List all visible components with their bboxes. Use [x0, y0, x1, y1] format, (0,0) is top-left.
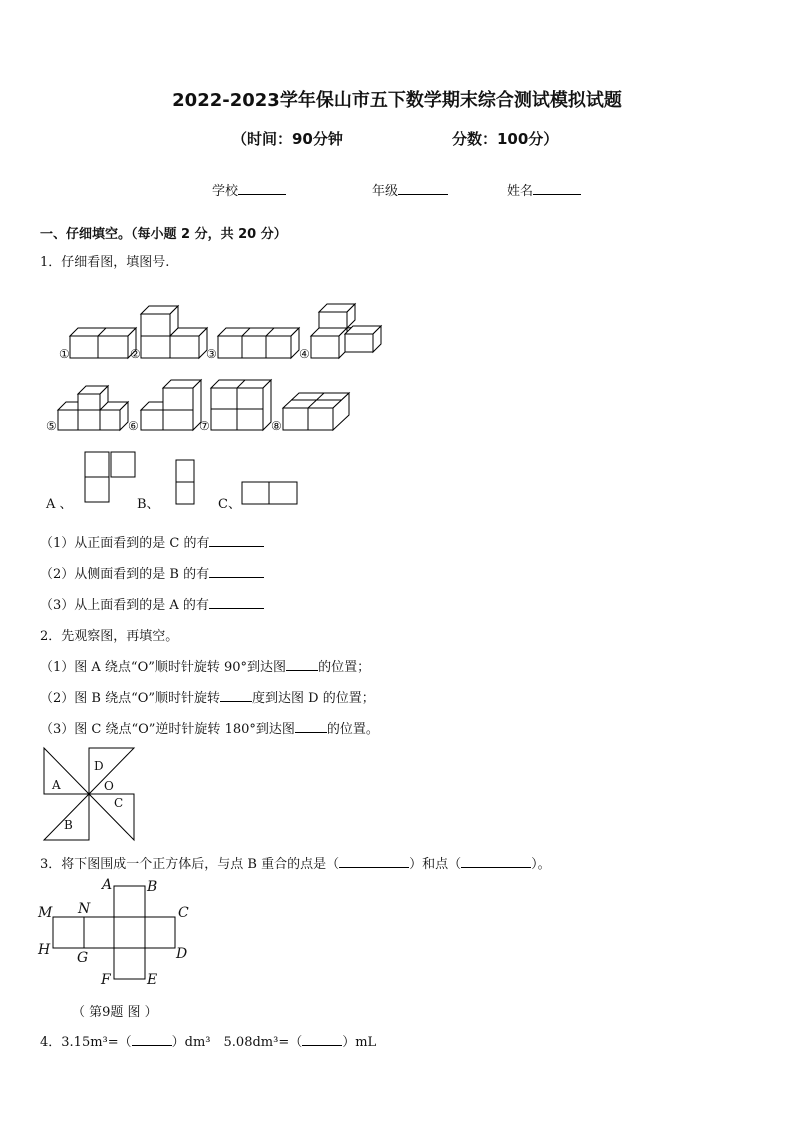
- q2-stem: 2．先观察图，再填空。: [40, 629, 179, 644]
- q2-sub1-text-b: 的位置；: [318, 660, 371, 675]
- q4-blank-1[interactable]: [132, 1045, 172, 1046]
- view-label-b: B、: [137, 497, 160, 512]
- figure-label-8: ⑧: [271, 419, 282, 433]
- net-point-f: F: [101, 972, 111, 988]
- school-label: 学校: [212, 184, 239, 199]
- q4-line: [40, 1031, 376, 1050]
- q3-stem-b: ）和点（: [409, 857, 462, 872]
- figure-label-1: ①: [59, 347, 70, 361]
- rot-label-a: A: [52, 778, 61, 792]
- name-label: 姓名: [507, 184, 534, 199]
- q2-sub2-text-b: 度到达图 D 的位置；: [252, 691, 375, 706]
- net-point-n: N: [78, 901, 91, 917]
- view-label-c: C、: [218, 497, 241, 512]
- q4-blank-2[interactable]: [302, 1045, 342, 1046]
- net-point-g: G: [77, 950, 89, 966]
- q3-caption: （ 第9题 图 ）: [72, 1005, 158, 1020]
- q4-part1: 4．3.15m³=（: [40, 1035, 132, 1050]
- section-heading: 一、仔细填空。（每小题 2 分，共 20 分）: [40, 227, 287, 242]
- q1-sub3-text: （3）从上面看到的是 A 的有: [40, 598, 209, 613]
- q2-sub3-text-a: （3）图 C 绕点“O”逆时针旋转 180°到达图: [40, 722, 295, 737]
- exam-score: 分数：100分）: [452, 130, 559, 148]
- q4-part3: ）mL: [342, 1035, 377, 1050]
- rot-label-o: O: [104, 779, 114, 793]
- page-title: 2022-2023学年保山市五下数学期末综合测试模拟试题: [172, 90, 622, 111]
- figure-label-5: ⑤: [46, 419, 57, 433]
- figure-label-6: ⑥: [128, 419, 139, 433]
- q3-stem-c: ）。: [531, 857, 551, 872]
- q3-stem-a: 3．将下图围成一个正方体后，与点 B 重合的点是（: [40, 857, 340, 872]
- exam-time: （时间：90分钟: [232, 130, 343, 148]
- figure-label-3: ③: [206, 347, 217, 361]
- net-point-h: H: [38, 942, 51, 958]
- net-point-b: B: [147, 879, 158, 895]
- figure-label-4: ④: [299, 347, 310, 361]
- q1-stem: 1．仔细看图，填图号.: [40, 255, 170, 270]
- net-point-e: E: [147, 972, 158, 988]
- q2-sub1-text-a: （1）图 A 绕点“O”顺时针旋转 90°到达图: [40, 660, 287, 675]
- figure-label-7: ⑦: [199, 419, 210, 433]
- q4-part2: ）dm³ 5.08dm³=（: [171, 1035, 303, 1050]
- net-point-a: A: [102, 877, 113, 893]
- net-point-m: M: [38, 905, 53, 921]
- view-label-a: A 、: [46, 497, 73, 512]
- rot-label-d: D: [94, 759, 104, 773]
- figure-label-2: ②: [130, 347, 141, 361]
- net-point-c: C: [178, 905, 189, 921]
- grade-label: 年级: [372, 184, 399, 199]
- rot-label-b: B: [64, 818, 73, 832]
- q2-sub2-text-a: （2）图 B 绕点“O”顺时针旋转: [40, 691, 221, 706]
- rot-label-c: C: [114, 796, 124, 810]
- q1-sub2-text: （2）从侧面看到的是 B 的有: [40, 567, 210, 582]
- q1-sub1-text: （1）从正面看到的是 C 的有: [40, 536, 210, 551]
- q2-sub3-text-b: 的位置。: [326, 722, 379, 737]
- net-point-d: D: [176, 946, 188, 962]
